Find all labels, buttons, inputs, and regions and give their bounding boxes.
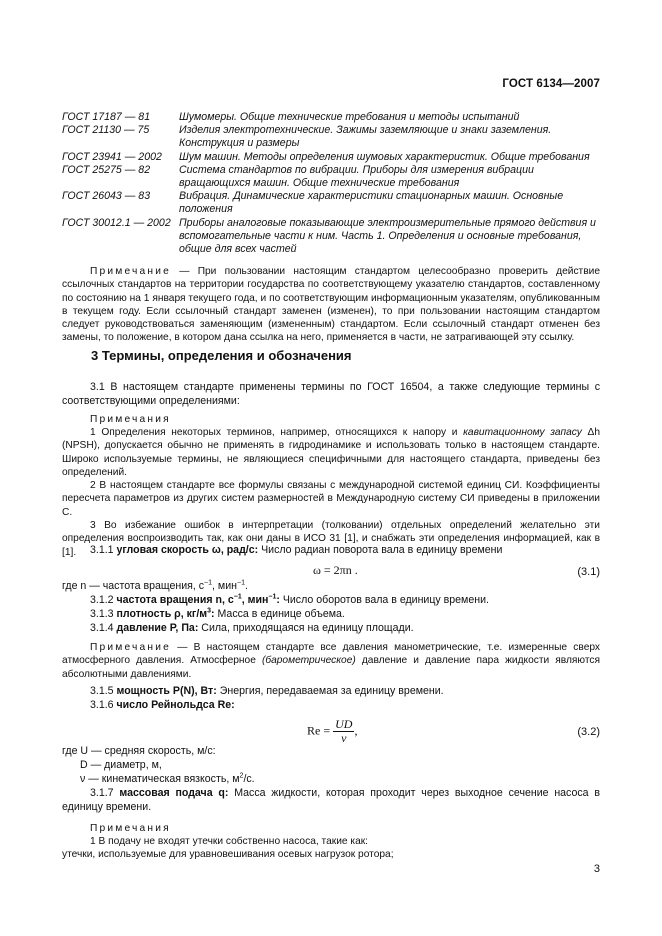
formula-3-1: ω = 2πn .: [313, 563, 358, 577]
notes-label: Примечания: [90, 414, 171, 425]
formula-3-2: Re = $\frac{UD}{\nu}$ ,: [307, 717, 358, 745]
note-3: 3 Во избежание ошибок в интерпретации (толковании) отдельных определений желательно эти определения воспроизводить так, как они даны в ИСО 31 [1], и снабжать эти определения информацией, как в [1].: [62, 520, 600, 558]
reference-item: ГОСТ 25275 — 82 Система стандартов по вибрации. Приборы для измерения вибрации вращающихся машин. Общие технические требования: [62, 163, 534, 190]
reference-item: ГОСТ 30012.1 — 2002 Приборы аналоговые показывающие электроизмерительные прямого действия и вспомогательные части к ним. Часть 1. Определения и основные требования, общие для всех частей: [62, 216, 596, 256]
formula-number-3-2: (3.2): [577, 726, 600, 738]
note-references: Примечание — При пользовании настоящим стандартом целесообразно проверить действие ссылочных стандартов на территории государства по соответствующему указателю стандартов, составленному по состоянию на 1 января текущего года, и по соответствующим информационным указателям, опубликованным в текущем году. Если ссылочный стандарт заменен (изменен), то при пользовании настоящим стандартом следует руководствоваться заменяющим (измененным) стандартом. Если ссылочный стандарт отменен без замены, то положение, в котором дана ссылка на него, применяется в части, не затрагивающей эту ссылку.: [62, 266, 600, 344]
document-header: ГОСТ 6134—2007: [502, 78, 600, 90]
term-3-1-3: 3.1.3 плотность ρ, $кг/м^3$: Масса в единице объема.: [90, 607, 345, 620]
term-3-1-4: 3.1.4 давление P, Па: Сила, приходящаяся на единицу площади.: [90, 622, 414, 634]
where-3-2-line-1: где U — средняя скорость, м/с:: [62, 745, 216, 757]
note-pressure: Примечание — В настоящем стандарте все давления манометрические, т.е. измеренные сверх атмосферного давления. Атмосферное (барометрическое) давление и давление пара жидкости являются абсолютными давлениями.: [62, 642, 600, 680]
reference-item: ГОСТ 26043 — 83 Вибрация. Динамические характеристики стационарных машин. Основные положения: [62, 190, 564, 216]
page-number: 3: [593, 863, 600, 875]
term-3-1-6: 3.1.6 число Рейнольдса Re:: [90, 699, 235, 711]
term-3-1-7: 3.1.7 массовая подача q: Масса жидкости, которая проходит через выходное сечение насоса в единицу времени.: [62, 787, 600, 814]
note-flow-1: 1 В подачу не входят утечки собственно насоса, такие как:: [90, 836, 369, 847]
fraction: $\frac{UD}{\nu}$: [335, 717, 353, 745]
reference-item: ГОСТ 17187 — 81 Шумомеры. Общие технические требования и методы испытаний: [62, 111, 520, 123]
where-3-1: где n — частота вращения, $с^{-1}$, мин$^{-1}$.: [62, 579, 248, 592]
where-3-2-line-3: ν — кинематическая вязкость, $м^2/с$.: [80, 772, 255, 785]
note-flow-2: утечки, используемые для уравновешивания осевых нагрузок ротора;: [62, 849, 394, 860]
note-2: 2 В настоящем стандарте все формулы связаны с международной системой единиц СИ. Коэффициенты пересчета параметров из других систем размерностей в Международную систему СИ приведены в приложении С.: [62, 480, 600, 518]
reference-list: [62, 111, 600, 256]
reference-item: ГОСТ 21130 — 75 Изделия электротехнические. Зажимы заземляющие и знаки заземления. Конструкция и размеры: [62, 124, 552, 150]
section-title: 3 Термины, определения и обозначения: [91, 348, 352, 363]
paragraph-3-1: 3.1 В настоящем стандарте применены термины по ГОСТ 16504, а также следующие термины с соответствующими определениями:: [62, 381, 600, 408]
term-3-1-2: 3.1.2 частота вращения n, $с^{-1}$, мин$^{-1}$: Число оборотов вала в единицу времени.: [90, 593, 489, 606]
note-1: 1 Определения некоторых терминов, например, относящихся к напору и кавитационному запасу Δh (NPSH), допускается обычно не применять в гидродинамике и использовать только в настоящем стандарте. Широко используемые термины, не являющиеся специфичными для настоящего стандарта, приведены без определений.: [62, 427, 600, 478]
reference-item: ГОСТ 23941 — 2002 Шум машин. Методы определения шумовых характеристик. Общие требования: [62, 150, 590, 163]
term-3-1-1: 3.1.1 угловая скорость ω, рад/с: Число радиан поворота вала в единицу времени: [90, 544, 503, 556]
where-3-2-line-2: D — диаметр, м,: [80, 759, 162, 771]
term-3-1-5: 3.1.5 мощность P(N), Вт: Энергия, передаваемая за единицу времени.: [90, 685, 444, 697]
formula-number-3-1: (3.1): [577, 566, 600, 578]
notes-label-2: Примечания: [90, 823, 171, 834]
